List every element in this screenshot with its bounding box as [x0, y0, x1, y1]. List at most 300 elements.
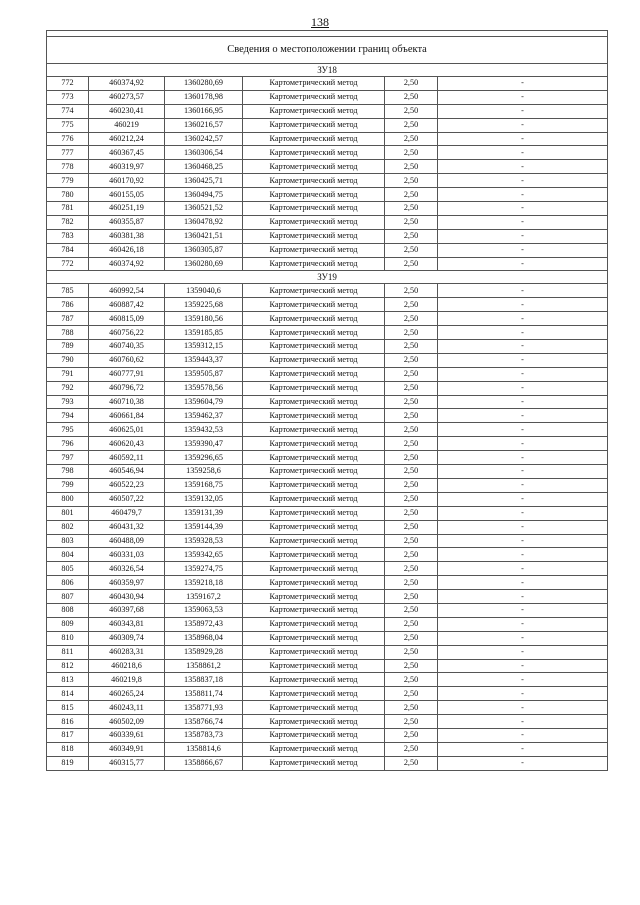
x-coordinate-cell: 460343,81: [89, 617, 165, 631]
method-cell: Картометрический метод: [243, 340, 385, 354]
point-number-cell: 779: [47, 174, 89, 188]
accuracy-cell: 2,50: [385, 728, 438, 742]
description-cell: -: [438, 437, 608, 451]
description-cell: -: [438, 132, 608, 146]
x-coordinate-cell: 460488,09: [89, 534, 165, 548]
description-cell: -: [438, 77, 608, 91]
y-coordinate-cell: 1359167,2: [165, 590, 243, 604]
accuracy-cell: 2,50: [385, 742, 438, 756]
y-coordinate-cell: 1360242,57: [165, 132, 243, 146]
accuracy-cell: 2,50: [385, 756, 438, 770]
point-number-cell: 800: [47, 492, 89, 506]
table-row: [47, 437, 608, 451]
description-cell: -: [438, 395, 608, 409]
table-row: [47, 215, 608, 229]
y-coordinate-cell: 1358811,74: [165, 687, 243, 701]
x-coordinate-cell: 460887,42: [89, 298, 165, 312]
method-cell: Картометрический метод: [243, 229, 385, 243]
y-coordinate-cell: 1360306,54: [165, 146, 243, 160]
table-row: [47, 590, 608, 604]
accuracy-cell: 2,50: [385, 687, 438, 701]
table-row: [47, 146, 608, 160]
x-coordinate-cell: 460507,22: [89, 492, 165, 506]
x-coordinate-cell: 460219,8: [89, 673, 165, 687]
accuracy-cell: 2,50: [385, 451, 438, 465]
method-cell: Картометрический метод: [243, 146, 385, 160]
y-coordinate-cell: 1359604,79: [165, 395, 243, 409]
x-coordinate-cell: 460756,22: [89, 326, 165, 340]
table-row: [47, 298, 608, 312]
x-coordinate-cell: 460374,92: [89, 257, 165, 271]
x-coordinate-cell: 460219: [89, 118, 165, 132]
accuracy-cell: 2,50: [385, 160, 438, 174]
point-number-cell: 797: [47, 451, 89, 465]
point-number-cell: 784: [47, 243, 89, 257]
x-coordinate-cell: 460992,54: [89, 284, 165, 298]
accuracy-cell: 2,50: [385, 562, 438, 576]
page-number: 138: [311, 15, 329, 29]
x-coordinate-cell: 460620,43: [89, 437, 165, 451]
point-number-cell: 817: [47, 728, 89, 742]
accuracy-cell: 2,50: [385, 118, 438, 132]
description-cell: -: [438, 520, 608, 534]
x-coordinate-cell: 460251,19: [89, 202, 165, 216]
accuracy-cell: 2,50: [385, 202, 438, 216]
description-cell: -: [438, 576, 608, 590]
method-cell: Картометрический метод: [243, 188, 385, 202]
point-number-cell: 809: [47, 617, 89, 631]
description-cell: -: [438, 756, 608, 770]
point-number-cell: 772: [47, 257, 89, 271]
method-cell: Картометрический метод: [243, 756, 385, 770]
method-cell: Картометрический метод: [243, 353, 385, 367]
table-title-row: [47, 37, 608, 64]
description-cell: -: [438, 174, 608, 188]
table-row: [47, 409, 608, 423]
x-coordinate-cell: 460265,24: [89, 687, 165, 701]
method-cell: Картометрический метод: [243, 423, 385, 437]
accuracy-cell: 2,50: [385, 576, 438, 590]
method-cell: Картометрический метод: [243, 367, 385, 381]
table-row: [47, 423, 608, 437]
point-number-cell: 806: [47, 576, 89, 590]
point-number-cell: 782: [47, 215, 89, 229]
point-number-cell: 807: [47, 590, 89, 604]
table-row: [47, 478, 608, 492]
x-coordinate-cell: 460760,62: [89, 353, 165, 367]
y-coordinate-cell: 1359390,47: [165, 437, 243, 451]
x-coordinate-cell: 460273,57: [89, 90, 165, 104]
section-header-row: [47, 64, 608, 77]
description-cell: -: [438, 202, 608, 216]
description-cell: -: [438, 548, 608, 562]
x-coordinate-cell: 460815,09: [89, 312, 165, 326]
point-number-cell: 780: [47, 188, 89, 202]
table-row: [47, 326, 608, 340]
table-row: [47, 353, 608, 367]
description-cell: -: [438, 506, 608, 520]
point-number-cell: 783: [47, 229, 89, 243]
table-row: [47, 367, 608, 381]
y-coordinate-cell: 1360166,95: [165, 104, 243, 118]
point-number-cell: 816: [47, 715, 89, 729]
table-row: [47, 728, 608, 742]
table-row: [47, 576, 608, 590]
method-cell: Картометрический метод: [243, 160, 385, 174]
method-cell: Картометрический метод: [243, 381, 385, 395]
accuracy-cell: 2,50: [385, 90, 438, 104]
y-coordinate-cell: 1359342,65: [165, 548, 243, 562]
point-number-cell: 801: [47, 506, 89, 520]
table-row: [47, 659, 608, 673]
accuracy-cell: 2,50: [385, 77, 438, 91]
point-number-cell: 774: [47, 104, 89, 118]
y-coordinate-cell: 1359131,39: [165, 506, 243, 520]
point-number-cell: 812: [47, 659, 89, 673]
y-coordinate-cell: 1358771,93: [165, 701, 243, 715]
accuracy-cell: 2,50: [385, 534, 438, 548]
y-coordinate-cell: 1359168,75: [165, 478, 243, 492]
method-cell: Картометрический метод: [243, 326, 385, 340]
x-coordinate-cell: 460355,87: [89, 215, 165, 229]
method-cell: Картометрический метод: [243, 645, 385, 659]
description-cell: -: [438, 659, 608, 673]
method-cell: Картометрический метод: [243, 492, 385, 506]
accuracy-cell: 2,50: [385, 548, 438, 562]
x-coordinate-cell: 460546,94: [89, 465, 165, 479]
method-cell: Картометрический метод: [243, 202, 385, 216]
x-coordinate-cell: 460309,74: [89, 631, 165, 645]
y-coordinate-cell: 1360425,71: [165, 174, 243, 188]
y-coordinate-cell: 1359296,65: [165, 451, 243, 465]
accuracy-cell: 2,50: [385, 284, 438, 298]
point-number-cell: 795: [47, 423, 89, 437]
y-coordinate-cell: 1359144,39: [165, 520, 243, 534]
x-coordinate-cell: 460592,11: [89, 451, 165, 465]
method-cell: Картометрический метод: [243, 132, 385, 146]
point-number-cell: 813: [47, 673, 89, 687]
method-cell: Картометрический метод: [243, 562, 385, 576]
description-cell: -: [438, 284, 608, 298]
method-cell: Картометрический метод: [243, 673, 385, 687]
accuracy-cell: 2,50: [385, 701, 438, 715]
accuracy-cell: 2,50: [385, 437, 438, 451]
x-coordinate-cell: 460397,68: [89, 603, 165, 617]
point-number-cell: 815: [47, 701, 89, 715]
accuracy-cell: 2,50: [385, 603, 438, 617]
table-row: [47, 506, 608, 520]
x-coordinate-cell: 460625,01: [89, 423, 165, 437]
y-coordinate-cell: 1358968,04: [165, 631, 243, 645]
y-coordinate-cell: 1360305,87: [165, 243, 243, 257]
point-number-cell: 787: [47, 312, 89, 326]
description-cell: -: [438, 367, 608, 381]
x-coordinate-cell: 460502,09: [89, 715, 165, 729]
point-number-cell: 805: [47, 562, 89, 576]
x-coordinate-cell: 460426,18: [89, 243, 165, 257]
table-row: [47, 188, 608, 202]
y-coordinate-cell: 1358861,2: [165, 659, 243, 673]
method-cell: Картометрический метод: [243, 90, 385, 104]
y-coordinate-cell: 1360280,69: [165, 257, 243, 271]
x-coordinate-cell: 460740,35: [89, 340, 165, 354]
description-cell: -: [438, 701, 608, 715]
x-coordinate-cell: 460367,45: [89, 146, 165, 160]
accuracy-cell: 2,50: [385, 257, 438, 271]
method-cell: Картометрический метод: [243, 243, 385, 257]
method-cell: Картометрический метод: [243, 409, 385, 423]
accuracy-cell: 2,50: [385, 215, 438, 229]
y-coordinate-cell: 1359063,53: [165, 603, 243, 617]
table-row: [47, 520, 608, 534]
table-row: [47, 617, 608, 631]
description-cell: -: [438, 742, 608, 756]
description-cell: -: [438, 451, 608, 465]
accuracy-cell: 2,50: [385, 715, 438, 729]
y-coordinate-cell: 1360178,98: [165, 90, 243, 104]
y-coordinate-cell: 1360468,25: [165, 160, 243, 174]
y-coordinate-cell: 1358783,73: [165, 728, 243, 742]
point-number-cell: 811: [47, 645, 89, 659]
accuracy-cell: 2,50: [385, 423, 438, 437]
x-coordinate-cell: 460319,97: [89, 160, 165, 174]
accuracy-cell: 2,50: [385, 478, 438, 492]
description-cell: -: [438, 160, 608, 174]
method-cell: Картометрический метод: [243, 548, 385, 562]
point-number-cell: 772: [47, 77, 89, 91]
y-coordinate-cell: 1360216,57: [165, 118, 243, 132]
accuracy-cell: 2,50: [385, 631, 438, 645]
point-number-cell: 788: [47, 326, 89, 340]
method-cell: Картометрический метод: [243, 728, 385, 742]
method-cell: Картометрический метод: [243, 77, 385, 91]
table-row: [47, 160, 608, 174]
accuracy-cell: 2,50: [385, 174, 438, 188]
description-cell: -: [438, 326, 608, 340]
accuracy-cell: 2,50: [385, 312, 438, 326]
description-cell: -: [438, 423, 608, 437]
y-coordinate-cell: 1359258,6: [165, 465, 243, 479]
method-cell: Картометрический метод: [243, 451, 385, 465]
section-header-row: [47, 271, 608, 284]
description-cell: -: [438, 617, 608, 631]
point-number-cell: 808: [47, 603, 89, 617]
accuracy-cell: 2,50: [385, 188, 438, 202]
table-row: [47, 340, 608, 354]
description-cell: -: [438, 478, 608, 492]
x-coordinate-cell: 460374,92: [89, 77, 165, 91]
y-coordinate-cell: 1359218,18: [165, 576, 243, 590]
table-row: [47, 742, 608, 756]
table-row: [47, 715, 608, 729]
y-coordinate-cell: 1359180,56: [165, 312, 243, 326]
x-coordinate-cell: 460170,92: [89, 174, 165, 188]
description-cell: -: [438, 257, 608, 271]
accuracy-cell: 2,50: [385, 381, 438, 395]
method-cell: Картометрический метод: [243, 687, 385, 701]
y-coordinate-cell: 1359312,15: [165, 340, 243, 354]
description-cell: -: [438, 229, 608, 243]
point-number-cell: 819: [47, 756, 89, 770]
table-row: [47, 465, 608, 479]
x-coordinate-cell: 460661,84: [89, 409, 165, 423]
y-coordinate-cell: 1360421,51: [165, 229, 243, 243]
point-number-cell: 776: [47, 132, 89, 146]
table-row: [47, 562, 608, 576]
accuracy-cell: 2,50: [385, 367, 438, 381]
section-title: ЗУ19: [47, 271, 608, 284]
accuracy-cell: 2,50: [385, 326, 438, 340]
method-cell: Картометрический метод: [243, 701, 385, 715]
method-cell: Картометрический метод: [243, 298, 385, 312]
y-coordinate-cell: 1360280,69: [165, 77, 243, 91]
table-row: [47, 381, 608, 395]
method-cell: Картометрический метод: [243, 465, 385, 479]
description-cell: -: [438, 603, 608, 617]
point-number-cell: 810: [47, 631, 89, 645]
x-coordinate-cell: 460283,31: [89, 645, 165, 659]
table-row: [47, 77, 608, 91]
y-coordinate-cell: 1359185,85: [165, 326, 243, 340]
y-coordinate-cell: 1359578,56: [165, 381, 243, 395]
y-coordinate-cell: 1359225,68: [165, 298, 243, 312]
method-cell: Картометрический метод: [243, 437, 385, 451]
accuracy-cell: 2,50: [385, 229, 438, 243]
description-cell: -: [438, 215, 608, 229]
table-row: [47, 104, 608, 118]
description-cell: -: [438, 728, 608, 742]
method-cell: Картометрический метод: [243, 520, 385, 534]
table-row: [47, 451, 608, 465]
description-cell: -: [438, 188, 608, 202]
x-coordinate-cell: 460359,97: [89, 576, 165, 590]
x-coordinate-cell: 460777,91: [89, 367, 165, 381]
table-title: Сведения о местоположении границ объекта: [47, 37, 608, 64]
x-coordinate-cell: 460522,23: [89, 478, 165, 492]
description-cell: -: [438, 312, 608, 326]
x-coordinate-cell: 460230,41: [89, 104, 165, 118]
x-coordinate-cell: 460326,54: [89, 562, 165, 576]
x-coordinate-cell: 460212,24: [89, 132, 165, 146]
x-coordinate-cell: 460431,32: [89, 520, 165, 534]
y-coordinate-cell: 1358814,6: [165, 742, 243, 756]
y-coordinate-cell: 1358766,74: [165, 715, 243, 729]
table-row: [47, 284, 608, 298]
description-cell: -: [438, 715, 608, 729]
point-number-cell: 785: [47, 284, 89, 298]
x-coordinate-cell: 460381,38: [89, 229, 165, 243]
y-coordinate-cell: 1358837,18: [165, 673, 243, 687]
method-cell: Картометрический метод: [243, 715, 385, 729]
table-row: [47, 312, 608, 326]
y-coordinate-cell: 1359462,37: [165, 409, 243, 423]
accuracy-cell: 2,50: [385, 243, 438, 257]
point-number-cell: 793: [47, 395, 89, 409]
accuracy-cell: 2,50: [385, 465, 438, 479]
description-cell: -: [438, 534, 608, 548]
y-coordinate-cell: 1359443,37: [165, 353, 243, 367]
description-cell: -: [438, 90, 608, 104]
point-number-cell: 786: [47, 298, 89, 312]
accuracy-cell: 2,50: [385, 590, 438, 604]
accuracy-cell: 2,50: [385, 645, 438, 659]
y-coordinate-cell: 1359432,53: [165, 423, 243, 437]
table-row: [47, 534, 608, 548]
point-number-cell: 799: [47, 478, 89, 492]
accuracy-cell: 2,50: [385, 409, 438, 423]
y-coordinate-cell: 1358866,67: [165, 756, 243, 770]
accuracy-cell: 2,50: [385, 506, 438, 520]
x-coordinate-cell: 460479,7: [89, 506, 165, 520]
method-cell: Картометрический метод: [243, 617, 385, 631]
x-coordinate-cell: 460796,72: [89, 381, 165, 395]
method-cell: Картометрический метод: [243, 534, 385, 548]
point-number-cell: 796: [47, 437, 89, 451]
point-number-cell: 803: [47, 534, 89, 548]
table-row: [47, 492, 608, 506]
accuracy-cell: 2,50: [385, 298, 438, 312]
method-cell: Картометрический метод: [243, 478, 385, 492]
method-cell: Картометрический метод: [243, 257, 385, 271]
accuracy-cell: 2,50: [385, 395, 438, 409]
table-row: [47, 118, 608, 132]
method-cell: Картометрический метод: [243, 603, 385, 617]
description-cell: -: [438, 243, 608, 257]
y-coordinate-cell: 1359505,87: [165, 367, 243, 381]
x-coordinate-cell: 460315,77: [89, 756, 165, 770]
table-row: [47, 243, 608, 257]
description-cell: -: [438, 687, 608, 701]
table-row: [47, 603, 608, 617]
method-cell: Картометрический метод: [243, 104, 385, 118]
x-coordinate-cell: 460339,61: [89, 728, 165, 742]
y-coordinate-cell: 1358929,28: [165, 645, 243, 659]
description-cell: -: [438, 590, 608, 604]
description-cell: -: [438, 340, 608, 354]
point-number-cell: 775: [47, 118, 89, 132]
description-cell: -: [438, 409, 608, 423]
y-coordinate-cell: 1360521,52: [165, 202, 243, 216]
accuracy-cell: 2,50: [385, 673, 438, 687]
point-number-cell: 773: [47, 90, 89, 104]
y-coordinate-cell: 1359274,75: [165, 562, 243, 576]
table-row: [47, 687, 608, 701]
point-number-cell: 814: [47, 687, 89, 701]
method-cell: Картометрический метод: [243, 395, 385, 409]
boundary-table: [46, 30, 608, 771]
method-cell: Картометрический метод: [243, 742, 385, 756]
table-row: [47, 202, 608, 216]
x-coordinate-cell: 460243,11: [89, 701, 165, 715]
table-row: [47, 701, 608, 715]
table-row: [47, 132, 608, 146]
y-coordinate-cell: 1359040,6: [165, 284, 243, 298]
table-body: [47, 31, 608, 771]
y-coordinate-cell: 1359132,05: [165, 492, 243, 506]
section-title: ЗУ18: [47, 64, 608, 77]
method-cell: Картометрический метод: [243, 590, 385, 604]
description-cell: -: [438, 465, 608, 479]
accuracy-cell: 2,50: [385, 104, 438, 118]
description-cell: -: [438, 104, 608, 118]
table-row: [47, 395, 608, 409]
method-cell: Картометрический метод: [243, 631, 385, 645]
y-coordinate-cell: 1359328,53: [165, 534, 243, 548]
description-cell: -: [438, 146, 608, 160]
point-number-cell: 791: [47, 367, 89, 381]
description-cell: -: [438, 353, 608, 367]
x-coordinate-cell: 460218,6: [89, 659, 165, 673]
